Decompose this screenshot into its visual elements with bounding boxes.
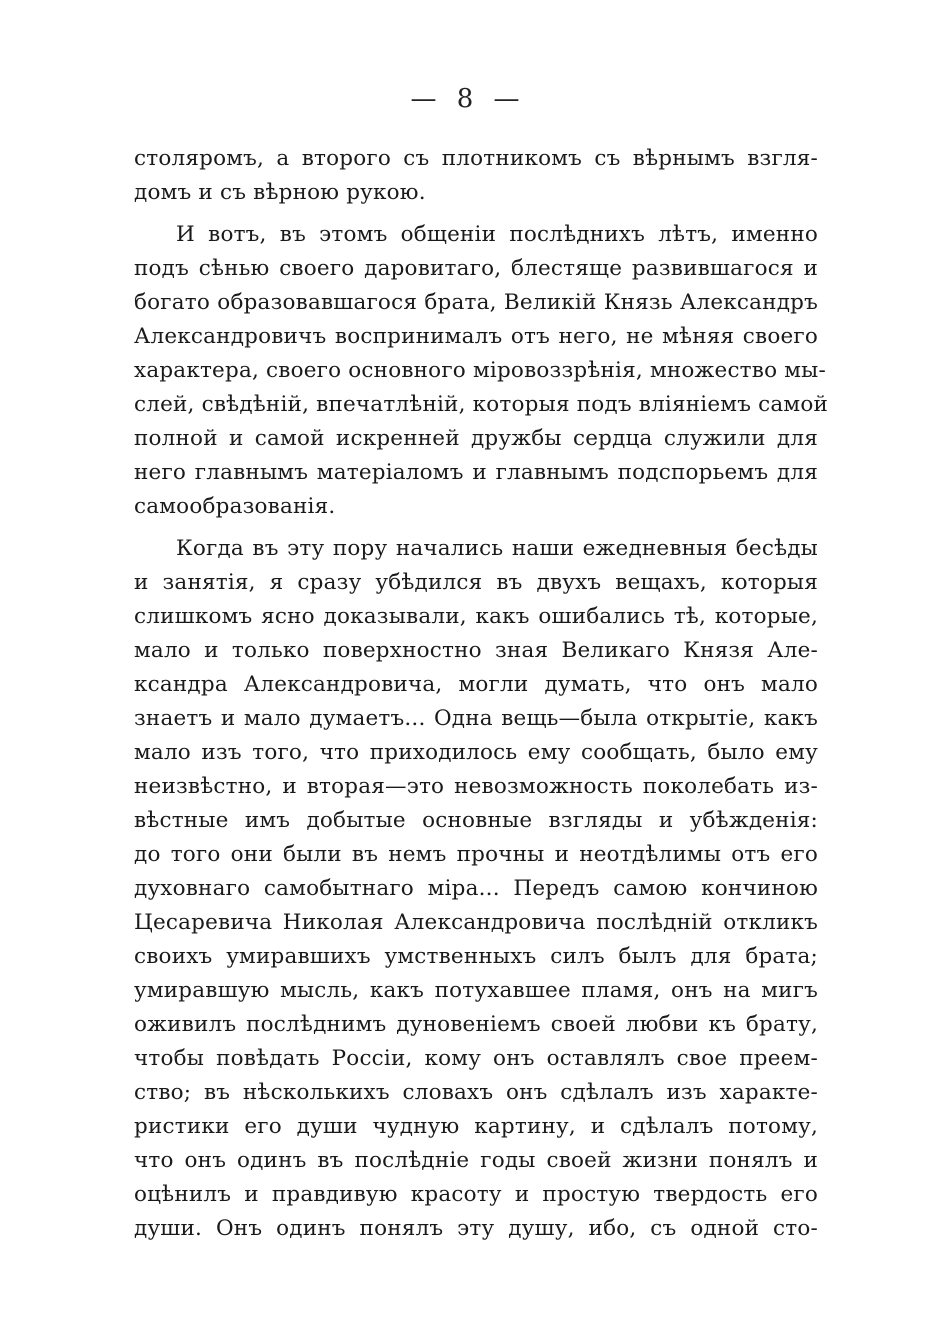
text-line: чтобы повѣдать Россіи, кому онъ оставлялъ свое преем-: [134, 1046, 818, 1071]
text-line: духовнаго самобытнаго міра... Передъ самою кончиною: [134, 876, 818, 901]
text-line: знаетъ и мало думаетъ... Одна вещь—была открытіе, какъ: [134, 706, 818, 731]
paragraph-3: [134, 532, 818, 1246]
text-line: ксандра Александровича, могли думать, что онъ мало: [134, 672, 818, 697]
text-line: Александровичъ воспринималъ отъ него, не мѣняя своего: [134, 324, 818, 349]
paragraph-1: [134, 142, 818, 210]
text-line: слей, свѣдѣній, впечатлѣній, которыя подъ вліяніемъ самой: [134, 392, 828, 417]
text-line: ство; въ нѣсколькихъ словахъ онъ сдѣлалъ изъ характе-: [134, 1080, 818, 1105]
text-line: и занятія, я сразу убѣдился въ двухъ вещахъ, которыя: [134, 570, 818, 595]
text-line: полной и самой искренней дружбы сердца служили для: [134, 426, 818, 451]
text-line: него главнымъ матеріаломъ и главнымъ подспорьемъ для: [134, 460, 818, 485]
text-line: умиравшую мысль, какъ потухавшее пламя, онъ на мигъ: [134, 978, 818, 1003]
text-line: мало и только поверхностно зная Великаго Князя Але-: [134, 638, 818, 663]
text-line: неизвѣстно, и вторая—это невозможность поколебать из-: [134, 774, 818, 799]
text-line: души. Онъ одинъ понялъ эту душу, ибо, съ одной сто-: [134, 1216, 818, 1241]
page-number: — 8 —: [410, 84, 526, 114]
text-line: самообразованія.: [134, 494, 336, 519]
text-line: мало изъ того, что приходилось ему сообщать, было ему: [134, 740, 818, 765]
text-line: вѣстные имъ добытые основные взгляды и убѣжденія:: [134, 808, 818, 833]
text-line: Цесаревича Николая Александровича послѣдній откликъ: [134, 910, 818, 935]
text-line: домъ и съ вѣрною рукою.: [134, 180, 426, 205]
text-line: Когда въ эту пору начались наши ежедневныя бесѣды: [176, 536, 818, 561]
text-line: подъ сѣнью своего даровитаго, блестяще развившагося и: [134, 256, 818, 281]
text-line: оживилъ послѣднимъ дуновеніемъ своей любви къ брату,: [134, 1012, 818, 1037]
text-line: характера, своего основного міровоззрѣнія, множество мы-: [134, 358, 826, 383]
text-line: до того они были въ немъ прочны и неотдѣлимы отъ его: [134, 842, 818, 867]
text-line: слишкомъ ясно доказывали, какъ ошибались тѣ, которые,: [134, 604, 818, 629]
text-line: И вотъ, въ этомъ общеніи послѣднихъ лѣтъ, именно: [176, 222, 818, 247]
text-line: что онъ одинъ въ послѣдніе годы своей жизни понялъ и: [134, 1148, 818, 1173]
text-line: оцѣнилъ и правдивую красоту и простую твердость его: [134, 1182, 818, 1207]
text-line: ристики его души чудную картину, и сдѣлалъ потому,: [134, 1114, 818, 1139]
text-line: богато образовавшагося брата, Великій Князь Александръ: [134, 290, 818, 315]
text-line: столяромъ, а второго съ плотникомъ съ вѣрнымъ взгля-: [134, 146, 818, 171]
paragraph-2: [134, 218, 828, 524]
text-line: своихъ умиравшихъ умственныхъ силъ былъ для брата;: [134, 944, 818, 969]
body-text: [134, 142, 828, 1246]
